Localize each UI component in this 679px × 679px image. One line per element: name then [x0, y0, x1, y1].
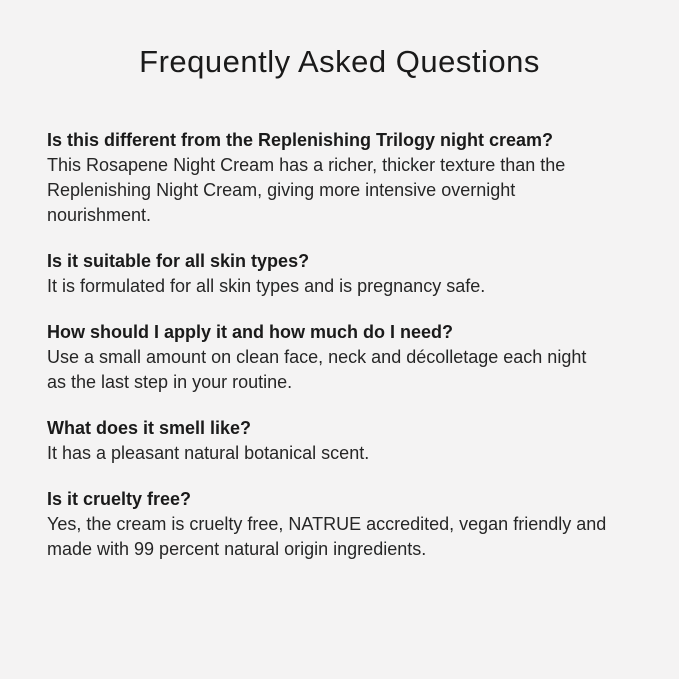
faq-list: [47, 128, 657, 583]
faq-item: [47, 416, 657, 466]
faq-answer: It has a pleasant natural botanical scent.: [47, 443, 370, 463]
faq-question: How should I apply it and how much do I need?: [47, 322, 454, 342]
faq-question: Is it suitable for all skin types?: [47, 251, 310, 271]
page-title: Frequently Asked Questions: [139, 44, 540, 79]
faq-item: [47, 320, 657, 395]
faq-item: [47, 128, 657, 228]
faq-question: Is this different from the Replenishing Trilogy night cream?: [47, 130, 554, 150]
faq-answer: Yes, the cream is cruelty free, NATRUE accredited, vegan friendly and made with 99 percent natural origin ingredients.: [47, 514, 607, 559]
faq-answer: It is formulated for all skin types and is pregnancy safe.: [47, 276, 486, 296]
faq-question: What does it smell like?: [47, 418, 252, 438]
faq-question: Is it cruelty free?: [47, 489, 192, 509]
faq-answer: Use a small amount on clean face, neck and décolletage each night as the last step in your routine.: [47, 347, 587, 392]
faq-answer: This Rosapene Night Cream has a richer, thicker texture than the Replenishing Night Cream, giving more intensive overnight nourishment.: [47, 155, 566, 225]
faq-item: [47, 487, 657, 562]
faq-item: [47, 249, 657, 299]
